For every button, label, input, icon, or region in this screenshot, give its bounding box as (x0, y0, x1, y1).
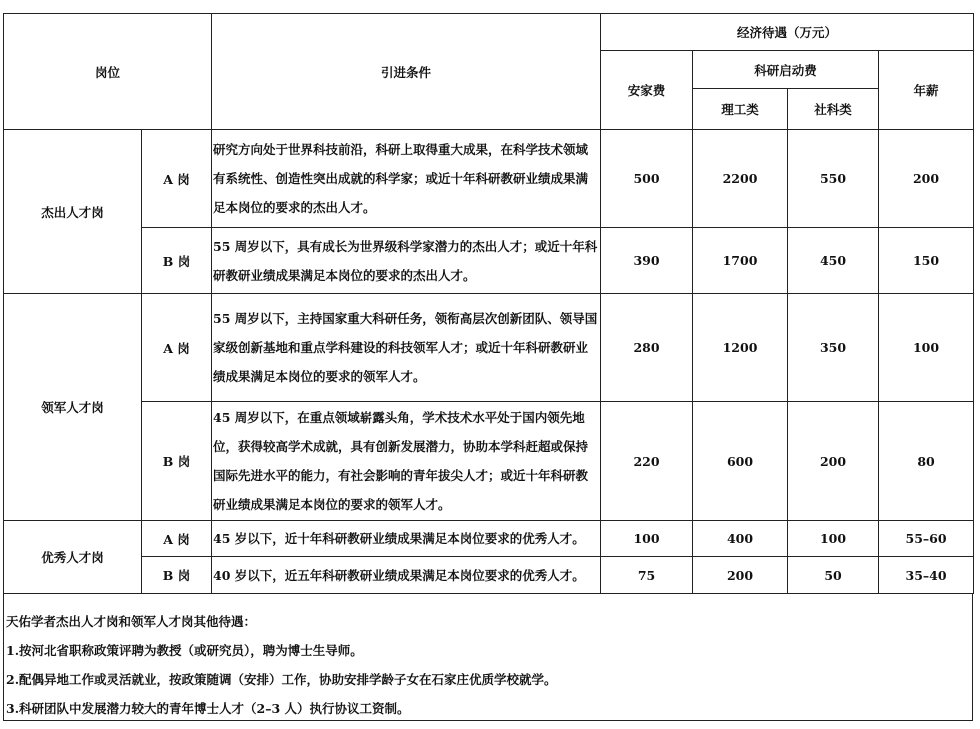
soc-value: 200 (788, 402, 879, 521)
sci-value: 1200 (693, 294, 788, 402)
settle-value: 280 (601, 294, 693, 402)
settle-value: 500 (601, 130, 693, 228)
condition-text: 45 周岁以下，在重点领域崭露头角，学术技术水平处于国内领先地位，获得较高学术成就，具有创新发展潜力，协助本学科赶超或保持国际先进水平的能力，有社会影响的青年拔尖人才；或近十年科研教研业绩成果满足本岗位的要求的领军人才。 (212, 402, 601, 521)
settle-value: 390 (601, 228, 693, 294)
notes-item: 3.科研团队中发展潜力较大的青年博士人才（2–3 人）执行协议工资制。 (6, 701, 410, 716)
table-row (4, 130, 974, 228)
settle-value: 75 (601, 557, 693, 594)
salary-value: 150 (879, 228, 974, 294)
group-name: 杰出人才岗 (4, 130, 142, 294)
soc-value: 50 (788, 557, 879, 594)
level-label: B 岗 (142, 557, 212, 594)
notes-item: 1.按河北省职称政策评聘为教授（或研究员），聘为博士生导师。 (6, 643, 363, 658)
sci-value: 600 (693, 402, 788, 521)
condition-text: 研究方向处于世界科技前沿，科研上取得重大成果，在科学技术领域有系统性、创造性突出成就的科学家；或近十年科研教研业绩成果满足本岗位的要求的杰出人才。 (212, 130, 601, 228)
condition-text: 55 周岁以下，具有成长为世界级科学家潜力的杰出人才；或近十年科研教研业绩成果满足本岗位的要求的杰出人才。 (212, 228, 601, 294)
notes-item: 2.配偶异地工作或灵活就业，按政策随调（安排）工作，协助安排学龄子女在石家庄优质学校就学。 (6, 672, 557, 687)
condition-text: 55 周岁以下，主持国家重大科研任务，领衔高层次创新团队、领导国家级创新基地和重点学科建设的科技领军人才；或近十年科研教研业绩成果满足本岗位的要求的领军人才。 (212, 294, 601, 402)
soc-value: 100 (788, 521, 879, 557)
notes-block (3, 593, 973, 721)
salary-value: 35–40 (879, 557, 974, 594)
group-name: 优秀人才岗 (4, 521, 142, 594)
salary-value: 55–60 (879, 521, 974, 557)
header-soc: 社科类 (788, 89, 879, 130)
sci-value: 200 (693, 557, 788, 594)
salary-value: 100 (879, 294, 974, 402)
header-research: 科研启动费 (693, 51, 879, 89)
group-name: 领军人才岗 (4, 294, 142, 521)
header-sci: 理工类 (693, 89, 788, 130)
level-label: B 岗 (142, 228, 212, 294)
notes-title: 天佑学者杰出人才岗和领军人才岗其他待遇： (6, 614, 257, 629)
settle-value: 220 (601, 402, 693, 521)
table-row (4, 557, 974, 594)
condition-text: 45 岁以下，近十年科研教研业绩成果满足本岗位要求的优秀人才。 (212, 521, 601, 557)
header-settle: 安家费 (601, 51, 693, 130)
header-economic: 经济待遇（万元） (601, 14, 974, 51)
table-row (4, 228, 974, 294)
level-label: A 岗 (142, 130, 212, 228)
table-row (4, 521, 974, 557)
table-row (4, 402, 974, 521)
salary-value: 200 (879, 130, 974, 228)
soc-value: 350 (788, 294, 879, 402)
sci-value: 2200 (693, 130, 788, 228)
sci-value: 1700 (693, 228, 788, 294)
salary-value: 80 (879, 402, 974, 521)
level-label: B 岗 (142, 402, 212, 521)
header-post: 岗位 (4, 14, 212, 130)
level-label: A 岗 (142, 294, 212, 402)
soc-value: 450 (788, 228, 879, 294)
settle-value: 100 (601, 521, 693, 557)
sci-value: 400 (693, 521, 788, 557)
level-label: A 岗 (142, 521, 212, 557)
soc-value: 550 (788, 130, 879, 228)
header-conditions: 引进条件 (212, 14, 601, 130)
table-row (4, 294, 974, 402)
header-salary: 年薪 (879, 51, 974, 130)
condition-text: 40 岁以下，近五年科研教研业绩成果满足本岗位要求的优秀人才。 (212, 557, 601, 594)
talent-table (3, 13, 974, 594)
